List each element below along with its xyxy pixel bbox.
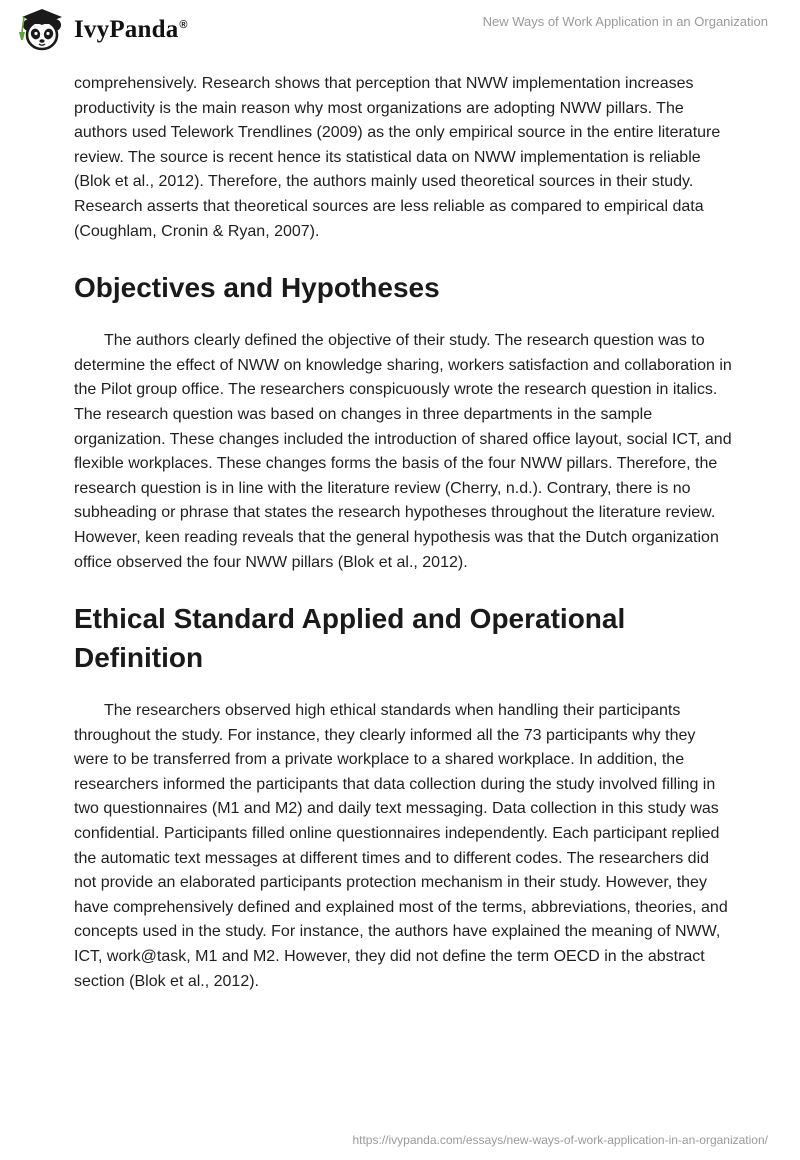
page-header	[0, 0, 800, 62]
brand-name: IvyPanda®	[74, 16, 188, 43]
section-paragraph-objectives: The authors clearly defined the objective of their study. The research question was to determine the effect of NWW on knowledge sharing, workers satisfaction and collaboration in the Pilot group office. The researchers conspicuously wrote the research question in italics. The research question was based on changes in three departments in the sample organization. These changes included the introduction of shared office layout, social ICT, and flexible workplaces. These changes forms the basis of the four NWW pillars. Therefore, the research question is in line with the literature review (Cherry, n.d.). Contrary, there is no subheading or phrase that states the research hypotheses throughout the literature review. However, keen reading reveals that the general hypothesis was that the Dutch organization office observed the four NWW pillars (Blok et al., 2012).	[74, 332, 732, 571]
source-url-link[interactable]: https://ivypanda.com/essays/new-ways-of-work-application-in-an-organization/	[352, 1133, 768, 1147]
section-paragraph-ethical-standard: The researchers observed high ethical standards when handling their participants throughout the study. For instance, they clearly informed all the 73 participants why they were to be transferred from a private workplace to a shared workplace. In addition, the researchers informed the participants that data collection during the study involved filling in two questionnaires (M1 and M2) and daily text messaging. Data collection in this study was confidential. Participants filled online questionnaires independently. Each participant replied the automatic text messages at different times and to different codes. The researchers did not provide an elaborated participants protection mechanism in their study. However, they have comprehensively defined and explained most of the terms, abbreviations, theories, and concepts used in the study. For instance, the authors have explained the meaning of NWW, ICT, work@task, M1 and M2. However, they did not define the term OECD in the abstract section (Blok et al., 2012).	[74, 702, 728, 990]
document-title: New Ways of Work Application in an Organization	[482, 14, 768, 29]
ivypanda-logo[interactable]	[14, 6, 188, 54]
panda-graduate-icon	[14, 6, 70, 54]
registered-mark: ®	[179, 18, 188, 31]
section-heading-ethical-standard: Ethical Standard Applied and Operational Definition	[74, 603, 626, 674]
section-heading-objectives: Objectives and Hypotheses	[74, 272, 440, 304]
essay-content	[74, 72, 734, 994]
intro-paragraph: comprehensively. Research shows that perception that NWW implementation increases productivity is the main reason why most organizations are adopting NWW pillars. The authors used Telework Trendlines (2009) as the only empirical source in the entire literature review. The source is recent hence its statistical data on NWW implementation is reliable (Blok et al., 2012). Therefore, the authors mainly used theoretical sources in their study. Research asserts that theoretical sources are less reliable as compared to empirical data (Coughlam, Cronin & Ryan, 2007).	[74, 75, 721, 240]
